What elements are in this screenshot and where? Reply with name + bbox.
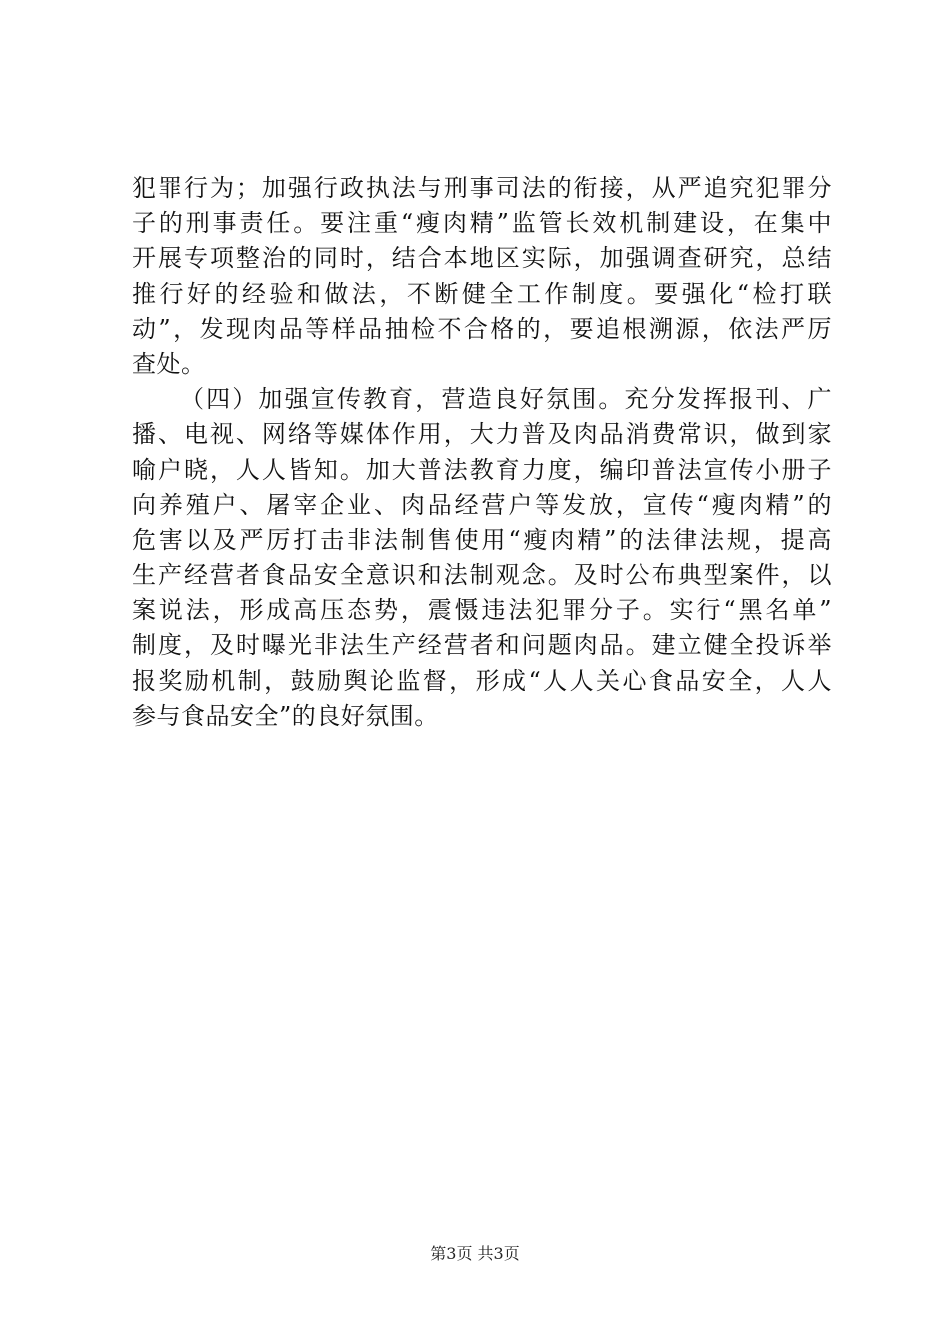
text-line: 危害以及严厉打击非法制售使用“瘦肉精”的法律法规，提高	[132, 525, 832, 554]
text-line: 子的刑事责任。要注重“瘦肉精”监管长效机制建设，在集中	[132, 209, 832, 238]
text-line: 生产经营者食品安全意识和法制观念。及时公布典型案件，以	[132, 561, 832, 590]
text-line: 喻户晓，人人皆知。加大普法教育力度，编印普法宣传小册子	[132, 455, 832, 484]
text-line: 犯罪行为；加强行政执法与刑事司法的衔接，从严追究犯罪分	[132, 174, 832, 202]
text-line: 查处。	[132, 349, 206, 378]
text-line: 动”，发现肉品等样品抽检不合格的，要追根溯源，依法严厉	[132, 314, 832, 343]
page-number-footer: 第3页 共3页	[430, 1244, 520, 1263]
text-line: 向养殖户、屠宰企业、肉品经营户等发放，宣传“瘦肉精”的	[132, 490, 832, 519]
text-line: 开展专项整治的同时，结合本地区实际，加强调查研究，总结	[132, 244, 832, 273]
text-line: 案说法，形成高压态势，震慑违法犯罪分子。实行“黑名单”	[132, 596, 832, 625]
text-line: 推行好的经验和做法，不断健全工作制度。要强化“检打联	[132, 279, 832, 308]
section-heading-line: （四）加强宣传教育，营造良好氛围。充分发挥报刊、广	[180, 385, 832, 414]
text-line: 报奖励机制，鼓励舆论监督，形成“人人关心食品安全，人人	[132, 666, 832, 695]
text-line: 参与食品安全”的良好氛围。	[132, 701, 439, 730]
body-text	[132, 171, 832, 734]
text-line: 播、电视、网络等媒体作用，大力普及肉品消费常识，做到家	[132, 420, 832, 449]
text-line: 制度，及时曝光非法生产经营者和问题肉品。建立健全投诉举	[132, 631, 832, 660]
